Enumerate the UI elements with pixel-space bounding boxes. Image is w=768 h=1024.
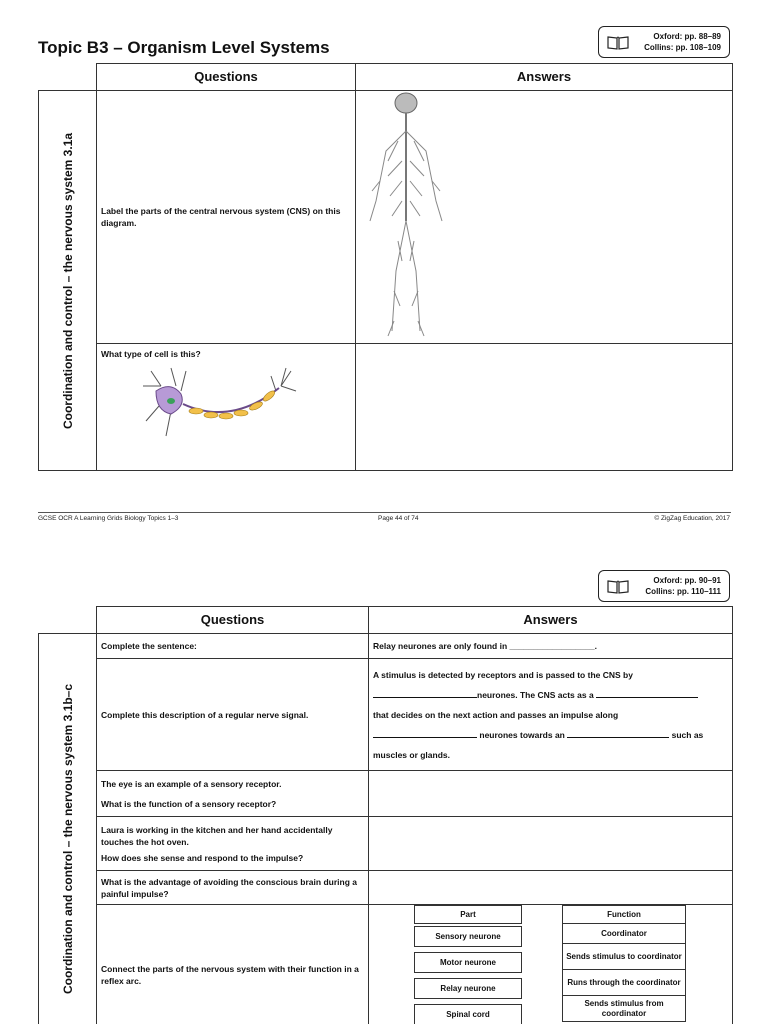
oxford-reference: Oxford: pp. 90–91 <box>653 576 721 585</box>
oxford-reference: Oxford: pp. 88–89 <box>653 32 721 41</box>
functions-table <box>562 905 686 1022</box>
questions-header: Questions <box>97 64 356 91</box>
question-reflex-arc: Connect the parts of the nervous system with their function in a reflex arc. <box>97 905 369 1024</box>
questions-header: Questions <box>97 607 369 634</box>
blank-line[interactable] <box>373 729 477 738</box>
question-relay-neurones: Complete the sentence: <box>97 634 369 659</box>
question-nerve-signal: Complete this description of a regular nerve signal. <box>97 659 369 771</box>
part-header: Part <box>415 906 522 924</box>
question-hot-oven: Laura is working in the kitchen and her hand accidentally touches the hot oven. How does she sense and respond to the impulse? <box>97 817 369 871</box>
section-side-label: Coordination and control – the nervous system 3.1b–c <box>39 634 97 1024</box>
blank-line[interactable] <box>596 689 698 698</box>
function-header: Function <box>563 906 686 924</box>
textbook-reference-box <box>598 570 730 602</box>
answer-cell-type[interactable] <box>356 344 733 471</box>
footer-copyright: © ZigZag Education, 2017 <box>654 515 730 522</box>
part-item[interactable]: Spinal cord <box>415 1005 522 1024</box>
question-sensory-receptor: The eye is an example of a sensory receptor. What is the function of a sensory receptor? <box>97 771 369 817</box>
answer-nerve-signal[interactable]: A stimulus is detected by receptors and is passed to the CNS by neurones. The CNS acts as a that decides on the next action and passes an impulse along neurones towards an such as muscles or glands. <box>369 659 733 771</box>
section-side-label: Coordination and control – the nervous system 3.1a <box>39 91 97 471</box>
function-item[interactable]: Sends stimulus to coordinator <box>563 944 686 970</box>
function-item[interactable]: Runs through the coordinator <box>563 970 686 996</box>
collins-reference: Collins: pp. 108–109 <box>644 43 721 52</box>
answer-hot-oven[interactable] <box>369 817 733 871</box>
answers-header: Answers <box>369 607 733 634</box>
function-item[interactable]: Sends stimulus from coordinator <box>563 996 686 1022</box>
question-cns: Label the parts of the central nervous system (CNS) on this diagram. <box>97 91 356 344</box>
part-item[interactable]: Sensory neurone <box>415 927 522 947</box>
footer-left: GCSE OCR A Learning Grids Biology Topics 1–3 <box>38 515 179 522</box>
answer-relay-neurones[interactable]: Relay neurones are only found in __________________. <box>369 634 733 659</box>
answers-header: Answers <box>356 64 733 91</box>
topic-title: Topic B3 – Organism Level Systems <box>38 38 330 57</box>
parts-table <box>414 905 522 1024</box>
nervous-system-diagram <box>358 91 458 341</box>
textbook-reference-box <box>598 26 730 58</box>
blank-line[interactable] <box>567 729 669 738</box>
answer-reflex-arc[interactable] <box>369 905 733 1024</box>
neurone-diagram <box>141 366 301 441</box>
book-icon <box>607 35 629 50</box>
part-item[interactable]: Relay neurone <box>415 979 522 999</box>
answer-conscious-brain[interactable] <box>369 871 733 905</box>
book-icon <box>607 579 629 594</box>
footer-rule <box>38 512 731 513</box>
answer-sensory-receptor[interactable] <box>369 771 733 817</box>
answer-cns-diagram-cell <box>356 91 733 344</box>
part-item[interactable]: Motor neurone <box>415 953 522 973</box>
footer-page-number: Page 44 of 74 <box>378 515 419 522</box>
blank-line[interactable] <box>373 689 477 698</box>
learning-grid-1 <box>38 63 733 471</box>
learning-grid-2 <box>38 606 733 1024</box>
collins-reference: Collins: pp. 110–111 <box>645 587 721 596</box>
function-item[interactable]: Coordinator <box>563 924 686 944</box>
question-conscious-brain: What is the advantage of avoiding the conscious brain during a painful impulse? <box>97 871 369 905</box>
question-cell-type: What type of cell is this? <box>97 344 356 471</box>
